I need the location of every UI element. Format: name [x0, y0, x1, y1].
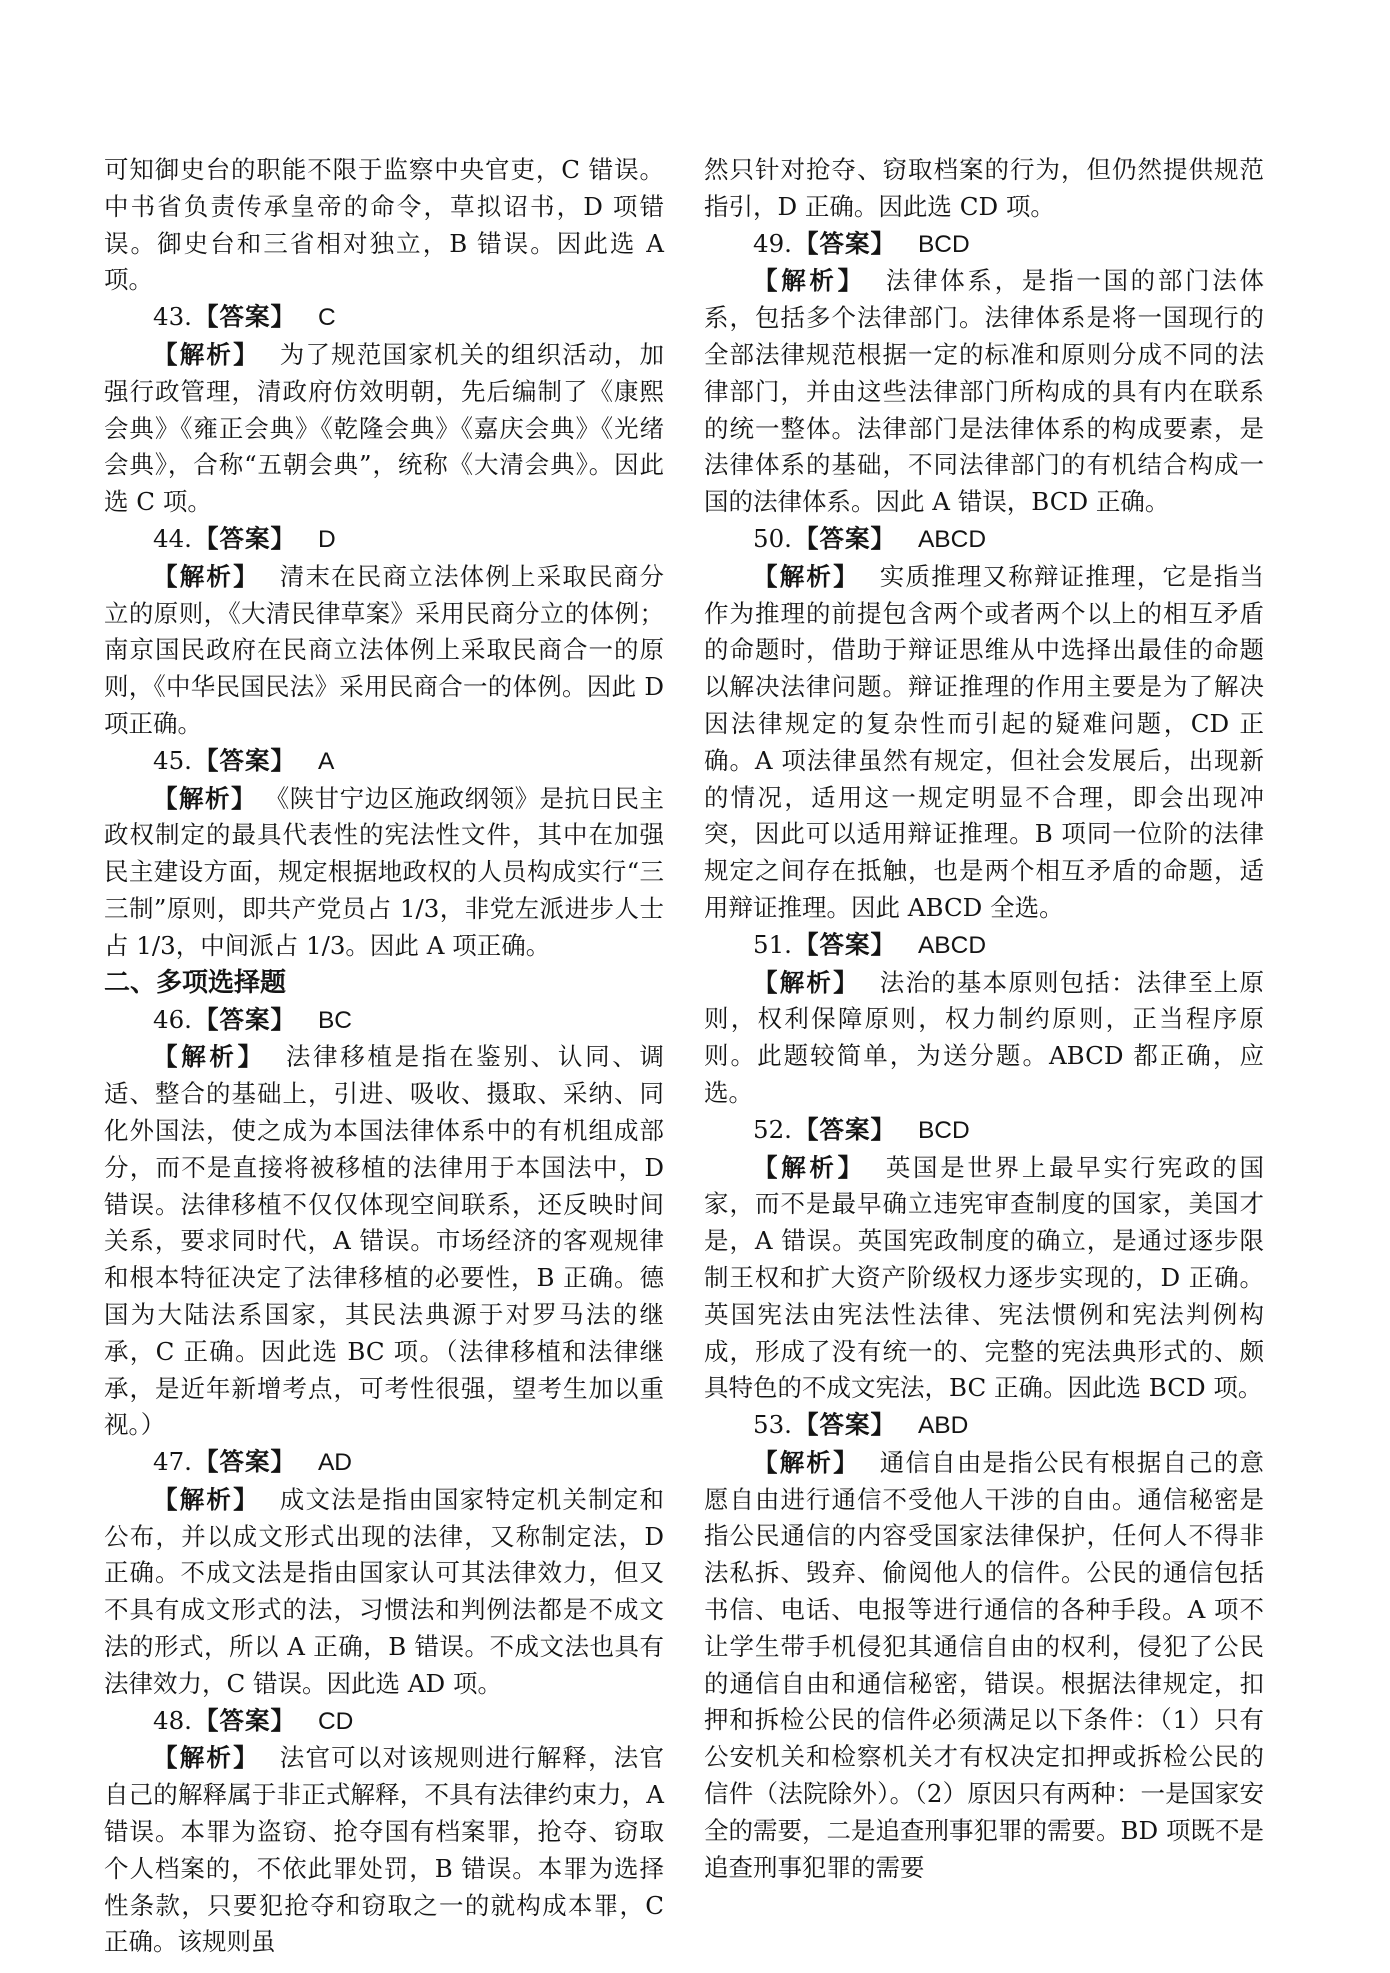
continued-text: 可知御史台的职能不限于监察中央官吏，C 错误。中书省负责传承皇帝的命令，草拟诏书，D 项错误。御史台和三省相对独立，B 错误。因此选 A 项。 — [104, 155, 664, 295]
answer-value: BCD — [917, 230, 970, 258]
answer-value: C — [317, 304, 336, 332]
explanation-paragraph — [704, 965, 1264, 1112]
left-column — [104, 152, 664, 1961]
answer-line — [704, 521, 1264, 559]
answer-line — [104, 1002, 664, 1040]
explanation-text: 法律体系，是指一国的部门法体系，包括多个法律部门。法律体系是将一国现行的全部法律规范根据一定的标准和原则分成不同的法律部门，并由这些法律部门所构成的具有内在联系的统一整体。法律部门是法律体系的构成要素，是法律体系的基础，不同法律部门的有机结合构成一国的法律体系。因此 A 错误，BCD 正确。 — [704, 266, 1265, 517]
question-number: 49. — [753, 228, 792, 258]
explanation-text: 法治的基本原则包括：法律至上原则，权利保障原则，权力制约原则，正当程序原则。此题较简单，为送分题。ABCD 都正确，应选。 — [704, 967, 1265, 1107]
answer-value: ABD — [917, 1412, 969, 1440]
explanation-text: 英国是世界上最早实行宪政的国家，而不是最早确立违宪审查制度的国家，美国才是，A 错误。英国宪政制度的确立，是通过逐步限制王权和扩大资产阶级权力逐步实现的，D 正确。英国宪法由宪法性法律、宪法惯例和宪法判例构成，形成了没有统一的、完整的宪法典形式的、颇具特色的不成文宪法，BC 正确。因此选 BCD 项。 — [704, 1152, 1265, 1403]
question-number: 52. — [753, 1114, 792, 1144]
explanation-paragraph — [104, 1740, 664, 1961]
explanation-paragraph — [104, 1039, 664, 1444]
question-number: 48. — [153, 1705, 192, 1735]
right-column — [704, 152, 1264, 1886]
answer-tag: 【答案】 — [793, 1114, 896, 1144]
explanation-text: 通信自由是指公民有根据自己的意愿自由进行通信不受他人干涉的自由。通信秘密是指公民通信的内容受国家法律保护，任何人不得非法私拆、毁弃、偷阅他人的信件。公民的通信包括书信、电话、电报等进行通信的各种手段。A 项不让学生带手机侵犯其通信自由的权利，侵犯了公民的通信自由和通信秘密，错误。根据法律规定，扣押和拆检公民的信件必须满足以下条件：（1）只有公安机关和检察机关才有权决定扣押或拆检公民的信件（法院除外）。（2）原因只有两种：一是国家安全的需要，二是追查刑事犯罪的需要。BD 项既不是追查刑事犯罪的需要 — [704, 1447, 1265, 1882]
section-heading: 二、多项选择题 — [104, 967, 287, 998]
question-number: 51. — [753, 929, 792, 959]
question-number: 47. — [153, 1447, 192, 1477]
answer-line — [104, 743, 664, 781]
answer-tag: 【答案】 — [193, 1004, 296, 1034]
question-number: 43. — [153, 302, 192, 332]
explanation-tag: 【解析】 — [753, 1447, 860, 1477]
explanation-text: 为了规范国家机关的组织活动，加强行政管理，清政府仿效明朝，先后编制了《康熙会典》《雍正会典》《乾隆会典》《嘉庆会典》《光绪会典》，合称“五朝会典”，统称《大清会典》。因此选 C 项。 — [104, 339, 665, 517]
explanation-tag: 【解析】 — [153, 339, 260, 369]
explanation-tag: 【解析】 — [153, 561, 260, 591]
explanation-paragraph — [704, 1445, 1264, 1887]
answer-value: BCD — [917, 1116, 970, 1144]
answer-line — [704, 1112, 1264, 1150]
explanation-paragraph — [704, 1150, 1264, 1408]
continued-text: 然只针对抢夺、窃取档案的行为，但仍然提供规范指引，D 正确。因此选 CD 项。 — [704, 155, 1264, 221]
explanation-text: 实质推理又称辩证推理，它是指当作为推理的前提包含两个或者两个以上的相互矛盾的命题时，借助于辩证思维从中选择出最佳的命题以解决法律问题。辩证推理的作用主要是为了解决因法律规定的复杂性而引起的疑难问题，CD 正确。A 项法律虽然有规定，但社会发展后，出现新的情况，适用这一规定明显不合理，即会出现冲突，因此可以适用辩证推理。B 项同一位阶的法律规定之间存在抵触，也是两个相互矛盾的命题，适用辩证推理。因此 ABCD 全选。 — [704, 561, 1265, 922]
explanation-tag: 【解析】 — [753, 561, 860, 591]
explanation-paragraph — [104, 781, 664, 965]
explanation-paragraph — [104, 337, 664, 521]
answer-tag: 【答案】 — [793, 1410, 896, 1440]
answer-line — [104, 1444, 664, 1482]
answer-line — [704, 1407, 1264, 1445]
answer-tag: 【答案】 — [793, 523, 896, 553]
answer-value: A — [317, 747, 335, 775]
explanation-text: 《陕甘宁边区施政纲领》是抗日民主政权制定的最具代表性的宪法性文件，其中在加强民主建设方面，规定根据地政权的人员构成实行“三三制”原则，即共产党员占 1/3，非党左派进步人士占 1/3，中间派占 1/3。因此 A 项正确。 — [104, 783, 665, 960]
answer-value: ABCD — [917, 931, 987, 959]
explanation-tag: 【解析】 — [153, 783, 257, 813]
answer-line — [704, 927, 1264, 965]
explanation-paragraph — [704, 263, 1264, 521]
answer-line — [104, 1703, 664, 1741]
answer-line — [104, 299, 664, 337]
explanation-tag: 【解析】 — [153, 1042, 266, 1072]
question-number: 44. — [153, 523, 192, 553]
answer-tag: 【答案】 — [793, 929, 896, 959]
answer-tag: 【答案】 — [193, 1705, 296, 1735]
question-number: 46. — [153, 1004, 192, 1034]
answer-value: D — [317, 525, 336, 553]
explanation-tag: 【解析】 — [753, 266, 866, 296]
explanation-tag: 【解析】 — [153, 1484, 260, 1514]
answer-tag: 【答案】 — [193, 523, 296, 553]
explanation-text: 成文法是指由国家特定机关制定和公布，并以成文形式出现的法律，又称制定法，D 正确。不成文法是指由国家认可其法律效力，但又不具有成文形式的法，习惯法和判例法都是不成文法的形式，所以 A 正确，B 错误。不成文法也具有法律效力，C 错误。因此选 AD 项。 — [104, 1484, 665, 1698]
explanation-paragraph — [704, 559, 1264, 927]
answer-value: ABCD — [917, 525, 987, 553]
explanation-text: 清末在民商立法体例上采取民商分立的原则，《大清民律草案》采用民商分立的体例；南京国民政府在民商立法体例上采取民商合一的原则，《中华民国民法》采用民商合一的体例。因此 D 项正确。 — [104, 561, 665, 738]
answer-line — [704, 226, 1264, 264]
answer-tag: 【答案】 — [193, 1447, 296, 1477]
answer-tag: 【答案】 — [193, 302, 296, 332]
answer-tag: 【答案】 — [193, 745, 296, 775]
explanation-tag: 【解析】 — [753, 967, 860, 997]
explanation-paragraph — [104, 1482, 664, 1703]
answer-tag: 【答案】 — [793, 228, 896, 258]
explanation-paragraph — [104, 559, 664, 743]
question-number: 45. — [153, 745, 192, 775]
answer-value: BC — [317, 1006, 353, 1034]
explanation-text: 法官可以对该规则进行解释，法官自己的解释属于非正式解释，不具有法律约束力，A 错误。本罪为盗窃、抢夺国有档案罪，抢夺、窃取个人档案的，不依此罪处罚，B 错误。本罪为选择性条款，只要犯抢夺和窃取之一的就构成本罪，C 正确。该规则虽 — [104, 1743, 665, 1957]
question-number: 53. — [753, 1410, 792, 1440]
answer-value: CD — [317, 1707, 354, 1735]
explanation-tag: 【解析】 — [753, 1152, 866, 1182]
question-number: 50. — [753, 523, 792, 553]
explanation-text: 法律移植是指在鉴别、认同、调适、整合的基础上，引进、吸收、摄取、采纳、同化外国法，使之成为本国法律体系中的有机组成部分，而不是直接将被移植的法律用于本国法中，D 错误。法律移植不仅仅体现空间联系，还反映时间关系，要求同时代，A 错误。市场经济的客观规律和根本特征决定了法律移植的必要性，B 正确。德国为大陆法系国家，其民法典源于对罗马法的继承，C 正确。因此选 BC 项。（法律移植和法律继承，是近年新增考点，可考性很强，望考生加以重视。） — [104, 1042, 665, 1440]
explanation-tag: 【解析】 — [153, 1743, 260, 1773]
answer-line — [104, 521, 664, 559]
answer-value: AD — [317, 1449, 353, 1477]
